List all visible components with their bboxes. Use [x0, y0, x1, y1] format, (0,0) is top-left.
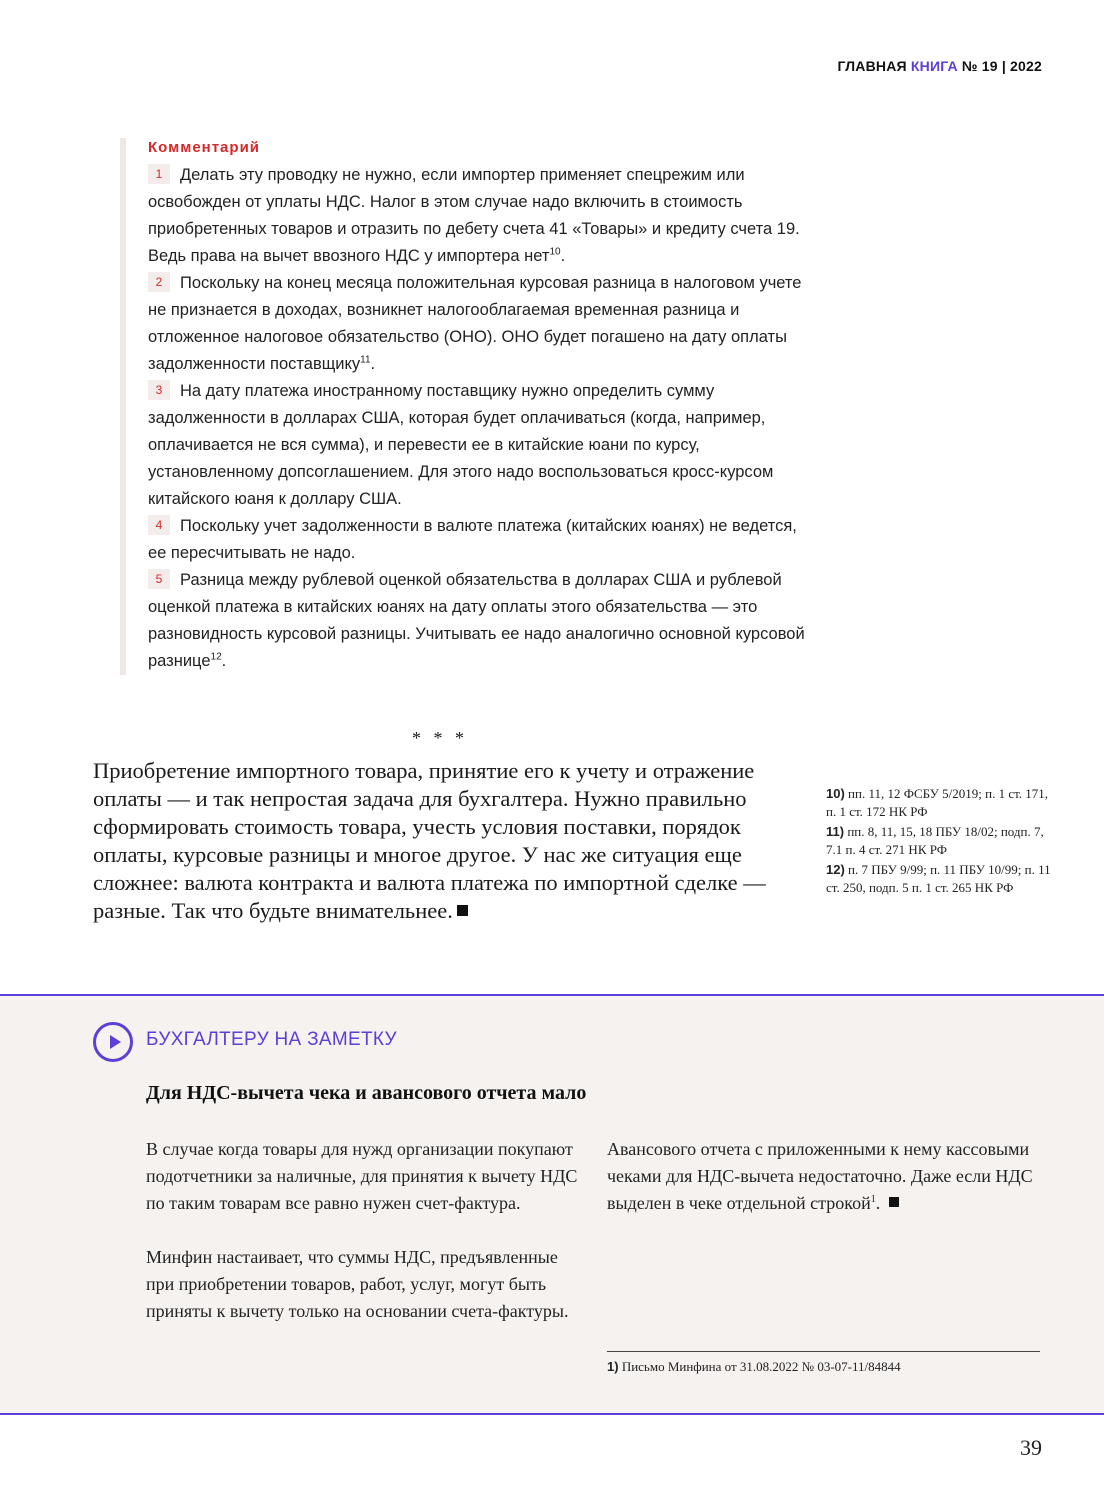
footnote-text: п. 7 ПБУ 9/99; п. 11 ПБУ 10/99; п. 11 ст. 250, подп. 5 п. 1 ст. 265 НК РФ: [826, 862, 1051, 895]
footnote: [826, 861, 1056, 897]
footnote-number: 1): [607, 1359, 619, 1374]
header-publication: ГЛАВНАЯ: [837, 58, 911, 74]
main-paragraph: [93, 757, 775, 925]
footnote-text: Письмо Минфина от 31.08.2022 № 03-07-11/84844: [618, 1359, 901, 1374]
footnote-number: 12): [826, 862, 845, 877]
note-paragraph: В случае когда товары для нужд организации покупают подотчетники за наличные, для принятия к вычету НДС по таким товарам все равно нужен счет-фактура.: [146, 1139, 578, 1213]
note-box-column-right: Авансового отчета с приложенными к нему кассовыми чеками для НДС-вычета недостаточно. Даже если НДС выделен в чеке отдельной строкой$^1$.: [607, 1139, 1033, 1213]
comment-item-text: Поскольку на конец месяца положительная курсовая разница в налоговом учете не признается в доходах, возникнет налогооблагаемая временная разница и отложенное налоговое обязательство (ОНО). ОНО будет погашено на дату оплаты задолженности поставщику: [148, 274, 802, 373]
comment-block: [120, 138, 808, 675]
footnotes: [826, 785, 1056, 899]
comment-item: 5 Разница между рублевой оценкой обязательства в долларах США и рублевой оценкой платежа в китайских юанях на дату оплаты этого обязательства — это разновидность курсовой разницы. Учитывать ее надо аналогично основной курсовой разнице$^{12}$.: [148, 571, 805, 670]
section-separator: * * *: [412, 728, 468, 748]
footnote-number: 11): [826, 824, 845, 839]
comment-item-number: 2: [148, 272, 170, 292]
footnote-number: 10): [826, 786, 845, 801]
comment-item-text: На дату платежа иностранному поставщику нужно определить сумму задолженности в долларах США, которая будет оплачиваться (когда, например, оплачивается не вся сумма), и перевести ее в китайские юани по курсу, установленному допсоглашением. Для этого надо воспользоваться кросс-курсом китайского юаня к доллару США.: [148, 382, 774, 508]
note-paragraph: Минфин настаивает, что суммы НДС, предъявленные при приобретении товаров, работ, услуг, могут быть приняты к вычету только на основании счета-фактуры.: [146, 1247, 569, 1321]
footnote: [826, 785, 1056, 821]
comment-item: 2 Поскольку на конец месяца положительная курсовая разница в налоговом учете не признается в доходах, возникнет налогооблагаемая временная разница и отложенное налоговое обязательство (ОНО). ОНО будет погашено на дату оплаты задолженности поставщику$^{11}$.: [148, 274, 802, 373]
end-mark-icon: [457, 905, 468, 916]
comment-item: [148, 378, 808, 513]
comment-item-text: Разница между рублевой оценкой обязательства в долларах США и рублевой оценкой платежа в китайских юанях на дату оплаты этого обязательства — это разновидность курсовой разницы. Учитывать ее надо аналогично основной курсовой разнице: [148, 571, 805, 670]
footnote-text: пп. 11, 12 ФСБУ 5/2019; п. 1 ст. 171, п. 1 ст. 172 НК РФ: [826, 786, 1049, 819]
comment-item-number: 4: [148, 515, 170, 535]
note-box-title: Для НДС-вычета чека и авансового отчета мало: [146, 1082, 587, 1104]
footnote: [826, 823, 1056, 859]
play-icon: [93, 1022, 133, 1062]
comment-item: [148, 513, 808, 567]
page-number: 39: [1020, 1435, 1042, 1460]
comment-item-number: 3: [148, 380, 170, 400]
main-paragraph-text: Приобретение импортного товара, принятие его к учету и отражение оплаты — и так непростая задача для бухгалтера. Нужно правильно сформировать стоимость товара, учесть условия поставки, порядок оплаты, курсовые разницы и многое другое. У нас же ситуация еще сложнее: валюта контракта и валюта платежа по импортной сделке — разные. Так что будьте внимательнее.: [93, 758, 766, 923]
note-box-label: БУХГАЛТЕРУ НА ЗАМЕТКУ: [146, 1029, 397, 1050]
footnote-ref: 1: [870, 1194, 876, 1205]
end-mark-icon: [889, 1197, 899, 1207]
header-issue: № 19 | 2022: [957, 58, 1042, 74]
note-box-column-left: [146, 1136, 586, 1352]
comment-item-text: Делать эту проводку не нужно, если импортер применяет спецрежим или освобожден от уплаты НДС. Налог в этом случае надо включить в стоимость приобретенных товаров и отразить по дебету счета 41 «Товары» и кредиту счета 19. Ведь права на вычет ввозного НДС у импортера нет: [148, 166, 800, 265]
footnote-text: пп. 8, 11, 15, 18 ПБУ 18/02; подп. 7, 7.1 п. 4 ст. 271 НК РФ: [826, 824, 1044, 857]
note-paragraph: Авансового отчета с приложенными к нему кассовыми чеками для НДС-вычета недостаточно. Даже если НДС выделен в чеке отдельной строкой: [607, 1139, 1033, 1213]
footnote-divider: [607, 1351, 1040, 1352]
comment-item-number: 5: [148, 569, 170, 589]
comment-item-text: Поскольку учет задолженности в валюте платежа (китайских юанях) не ведется, ее пересчитывать не надо.: [148, 517, 797, 562]
running-header: [838, 58, 1043, 74]
note-box-footnote: [607, 1359, 901, 1375]
footnote-ref: 10: [549, 246, 561, 258]
footnote-ref: 11: [360, 354, 371, 366]
header-publication-accent: КНИГА: [910, 58, 958, 74]
comment-title: Комментарий: [148, 139, 261, 156]
footnote-ref: 12: [210, 651, 222, 663]
comment-item: 1 Делать эту проводку не нужно, если импортер применяет спецрежим или освобожден от уплаты НДС. Налог в этом случае надо включить в стоимость приобретенных товаров и отразить по дебету счета 41 «Товары» и кредиту счета 19. Ведь права на вычет ввозного НДС у импортера нет$^{10}$.: [148, 166, 800, 265]
comment-item-number: 1: [148, 164, 170, 184]
